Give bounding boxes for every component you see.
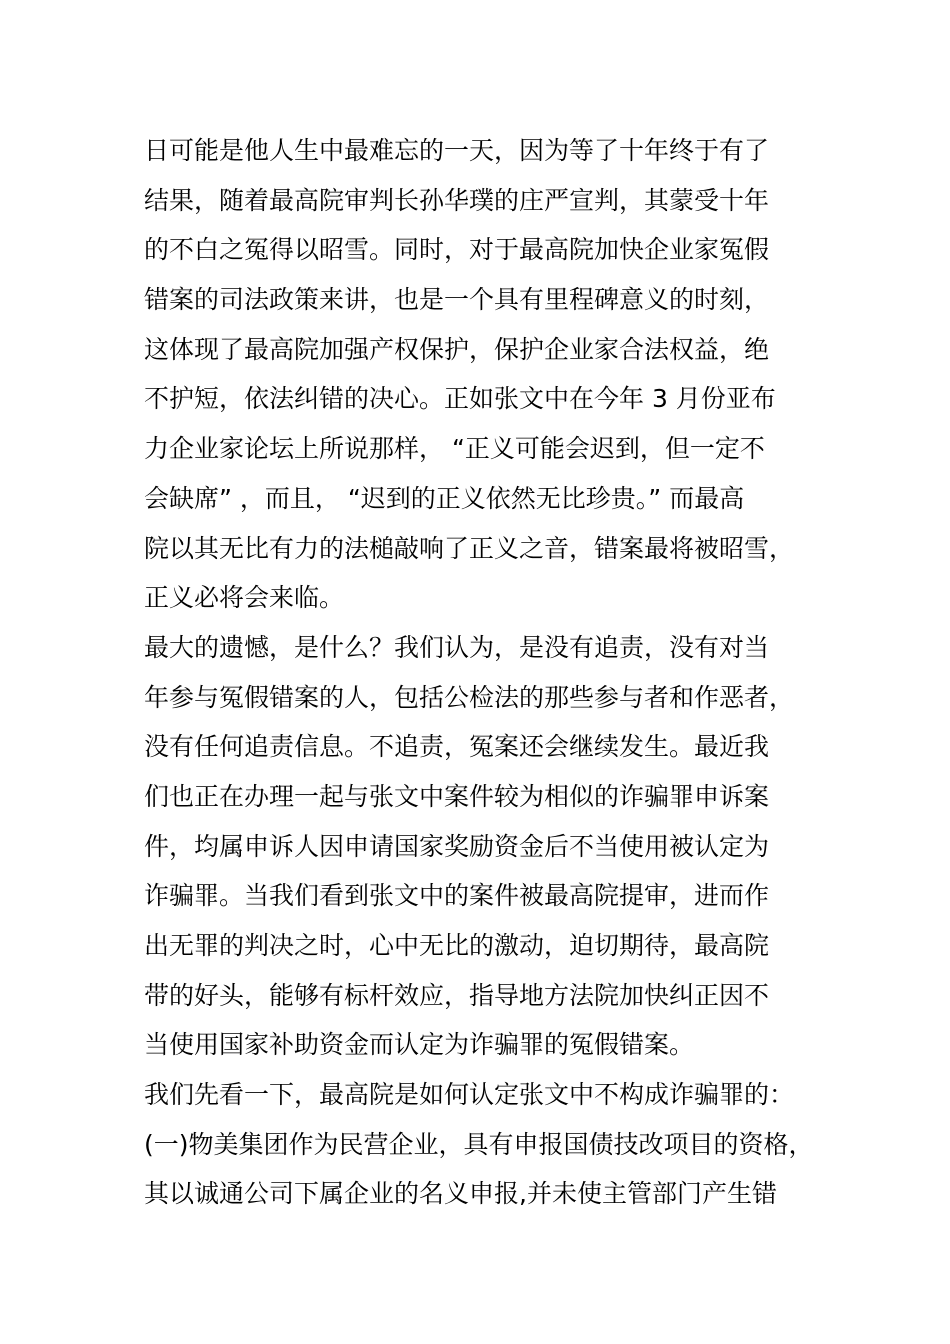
- text-line: 结果，随着最高院审判长孙华璞的庄严宣判，其蒙受十年: [144, 185, 770, 215]
- text-line: 当使用国家补助资金而认定为诈骗罪的冤假错案。: [144, 1030, 695, 1060]
- text-line: 件，均属申诉人因申请国家奖励资金后不当使用被认定为: [144, 831, 770, 861]
- text-line: 院以其无比有力的法槌敲响了正义之音，错案最将被昭雪，: [144, 533, 795, 563]
- text-line: 年参与冤假错案的人，包括公检法的那些参与者和作恶者，: [144, 682, 795, 712]
- text-line: 最大的遗憾，是什么？我们认为，是没有追责，没有对当: [144, 632, 770, 662]
- text-line: 这体现了最高院加强产权保护，保护企业家合法权益，绝: [144, 334, 770, 364]
- text-line: 其以诚通公司下属企业的名义申报,并未使主管部门产生错: [144, 1179, 777, 1209]
- text-line: 带的好头，能够有标杆效应，指导地方法院加快纠正因不: [144, 980, 770, 1010]
- text-line: 的不白之冤得以昭雪。同时，对于最高院加快企业家冤假: [144, 235, 770, 265]
- text-line: (一)物美集团作为民营企业，具有申报国债技改项目的资格，: [144, 1129, 814, 1159]
- text-line: 错案的司法政策来讲，也是一个具有里程碑意义的时刻，: [144, 285, 770, 315]
- body-text: [144, 126, 824, 1219]
- text-line: 我们先看一下，最高院是如何认定张文中不构成诈骗罪的：: [144, 1080, 795, 1110]
- text-line: 会缺席” ，而且， “迟到的正义依然无比珍贵。” 而最高: [144, 483, 745, 513]
- text-line: 诈骗罪。当我们看到张文中的案件被最高院提审，进而作: [144, 881, 770, 911]
- text-line: 正义必将会来临。: [144, 583, 345, 613]
- text-line: 们也正在办理一起与张文中案件较为相似的诈骗罪申诉案: [144, 781, 770, 811]
- text-line: 出无罪的判决之时，心中无比的激动，迫切期待，最高院: [144, 931, 770, 960]
- text-line: 日可能是他人生中最难忘的一天，因为等了十年终于有了: [144, 136, 770, 165]
- text-line: 不护短，依法纠错的决心。正如张文中在今年 3 月份亚布: [144, 384, 776, 414]
- text-line: 没有任何追责信息。不追责，冤案还会继续发生。最近我: [144, 732, 770, 762]
- text-line: 力企业家论坛上所说那样， “正义可能会迟到，但一定不: [144, 434, 765, 464]
